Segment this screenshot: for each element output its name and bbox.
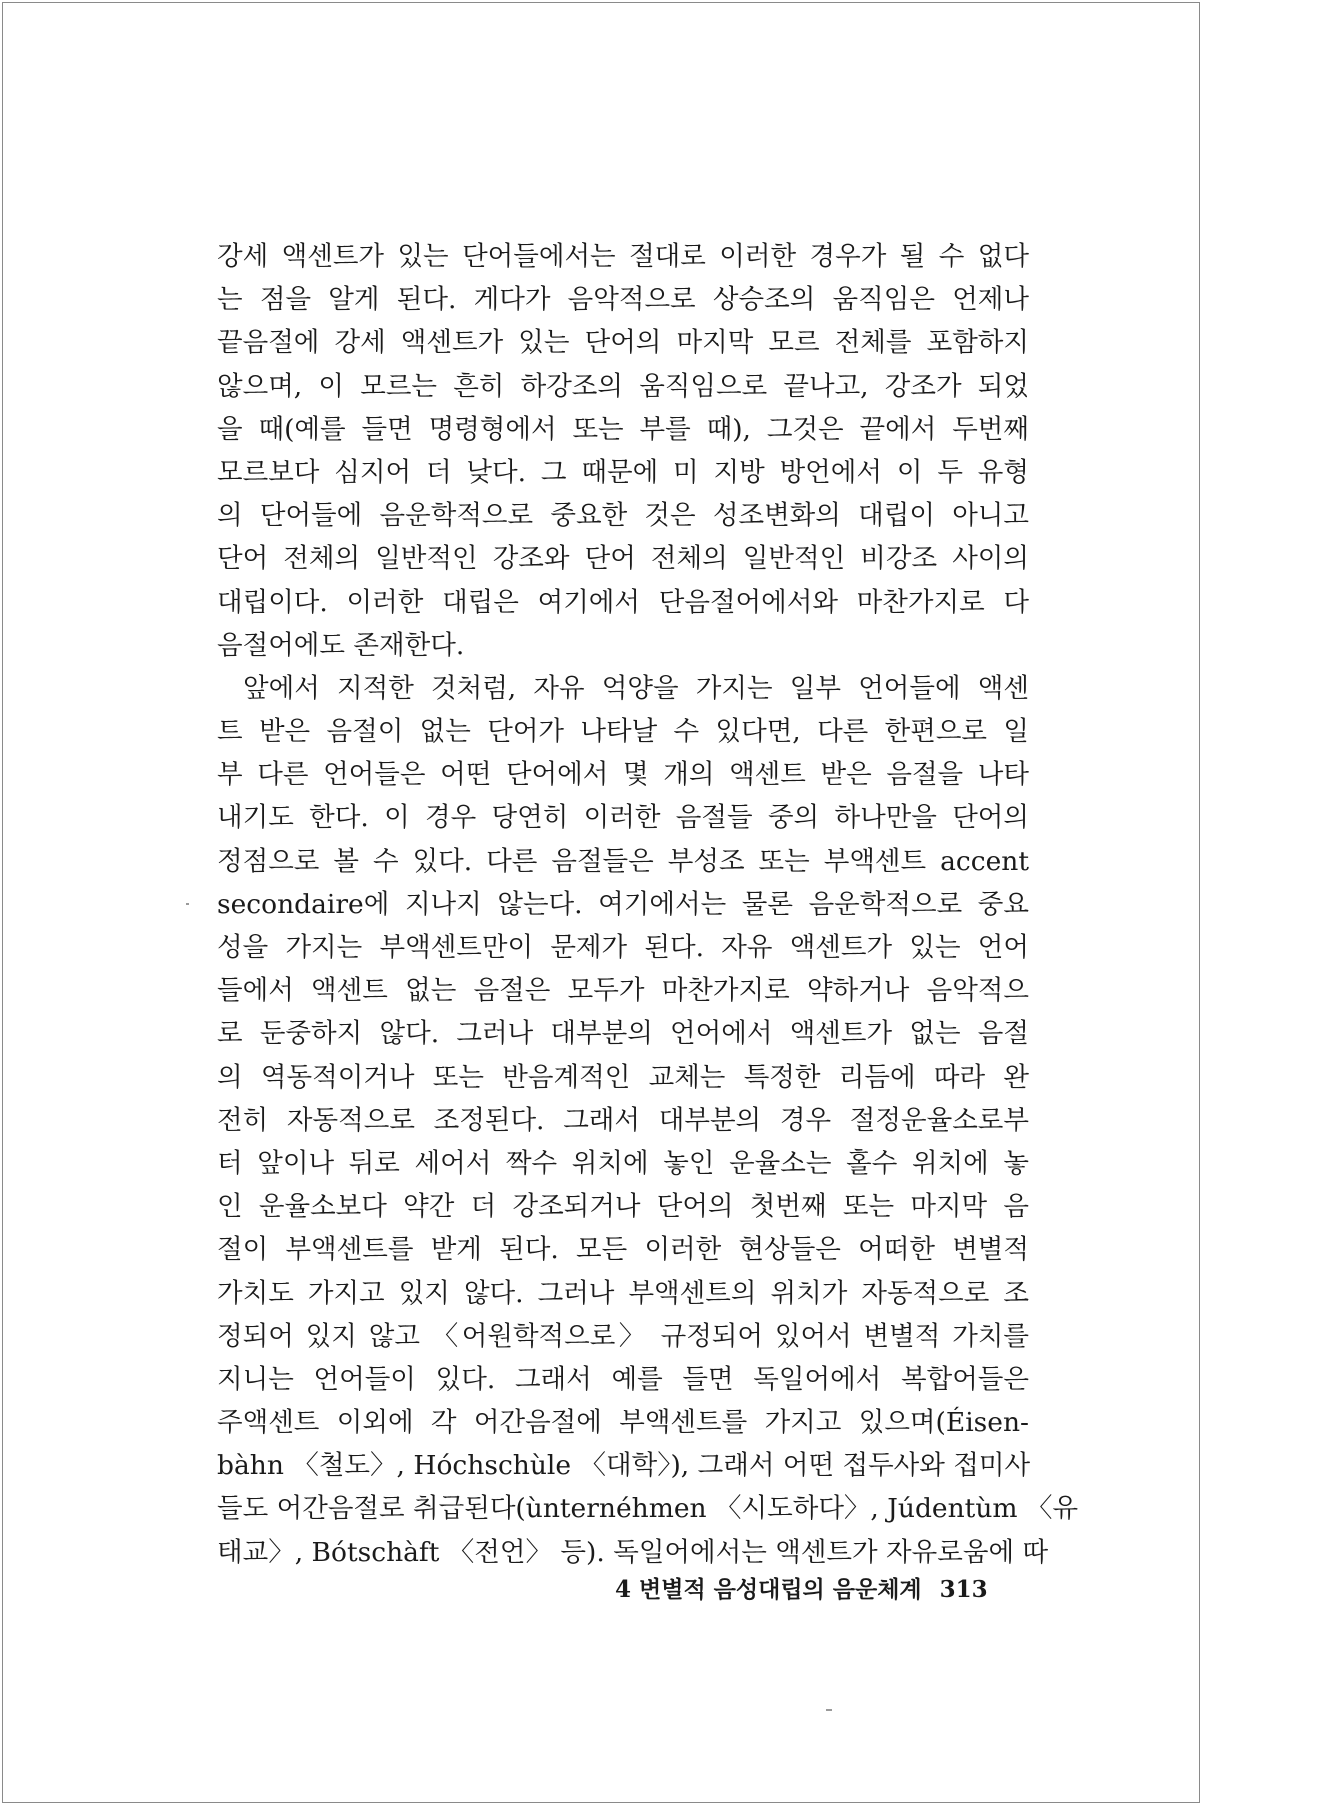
text-line: 가치도 가지고 있지 않다. 그러나 부액센트의 위치가 자동적으로 조 <box>217 1277 1029 1309</box>
text-line: 주액센트 이외에 각 어간음절에 부액센트를 가지고 있으며(Éisen- <box>217 1407 1029 1439</box>
text-line: 정점으로 볼 수 있다. 다른 음절들은 부성조 또는 부액센트 accent <box>217 845 1029 877</box>
text-line: 는 점을 알게 된다. 게다가 음악적으로 상승조의 움직임은 언제나 <box>217 284 1029 316</box>
text-line: 터 앞이나 뒤로 세어서 짝수 위치에 놓인 운율소는 홀수 위치에 놓 <box>217 1147 1029 1179</box>
scan-speck <box>826 1709 832 1711</box>
text-line: 들에서 액센트 없는 음절은 모두가 마찬가지로 약하거나 음악적으 <box>217 975 1029 1007</box>
running-footer-chapter: 4 변별적 음성대립의 음운체계 <box>615 1576 922 1603</box>
book-page <box>2 2 1200 1803</box>
text-line: bàhn 〈철도〉, Hóchschùle 〈대학〉), 그래서 어떤 접두사와 접미사 <box>217 1450 1031 1482</box>
text-line: 의 역동적이거나 또는 반음계적인 교체는 특정한 리듬에 따라 완 <box>217 1061 1029 1093</box>
text-line: 음절어에도 존재한다. <box>217 629 465 661</box>
text-line: 트 받은 음절이 없는 단어가 나타날 수 있다면, 다른 한편으로 일 <box>217 716 1029 748</box>
text-line: 강세 액센트가 있는 단어들에서는 절대로 이러한 경우가 될 수 없다 <box>217 241 1029 272</box>
text-line: 부 다른 언어들은 어떤 단어에서 몇 개의 액센트 받은 음절을 나타 <box>217 759 1029 791</box>
text-line: 로 둔중하지 않다. 그러나 대부분의 언어에서 액센트가 없는 음절 <box>217 1018 1029 1050</box>
page-footer <box>615 1571 1015 1604</box>
scan-speck <box>186 903 189 905</box>
text-line: 의 단어들에 음운학적으로 중요한 것은 성조변화의 대립이 아니고 <box>217 500 1029 532</box>
text-line: 지니는 언어들이 있다. 그래서 예를 들면 독일어에서 복합어들은 <box>217 1363 1029 1395</box>
text-line: 앞에서 지적한 것처럼, 자유 억양을 가지는 일부 언어들에 액센 <box>243 672 1029 704</box>
text-line: 정되어 있지 않고 〈어원학적으로〉 규정되어 있어서 변별적 가치를 <box>217 1320 1029 1352</box>
text-line: 태교〉, Bótschàft 〈전언〉 등). 독일어에서는 액센트가 자유로움에 따 <box>217 1536 1049 1568</box>
body-text <box>217 235 1079 1574</box>
text-line: 을 때(예를 들면 명령형에서 또는 부를 때), 그것은 끝에서 두번째 <box>217 413 1029 445</box>
text-line: 않으며, 이 모르는 흔히 하강조의 움직임으로 끝나고, 강조가 되었 <box>217 370 1029 402</box>
text-line: 끝음절에 강세 액센트가 있는 단어의 마지막 모르 전체를 포함하지 <box>217 327 1029 359</box>
text-line: 절이 부액센트를 받게 된다. 모든 이러한 현상들은 어떠한 변별적 <box>217 1234 1029 1266</box>
text-line: 단어 전체의 일반적인 강조와 단어 전체의 일반적인 비강조 사이의 <box>217 543 1029 575</box>
text-line: 성을 가지는 부액센트만이 문제가 된다. 자유 액센트가 있는 언어 <box>217 932 1029 963</box>
text-line: 전히 자동적으로 조정된다. 그래서 대부분의 경우 절정운율소로부 <box>217 1104 1029 1136</box>
page-number: 313 <box>939 1576 988 1603</box>
text-line: 모르보다 심지어 더 낮다. 그 때문에 미 지방 방언에서 이 두 유형 <box>217 456 1029 488</box>
book-edge <box>1199 0 1325 1806</box>
text-line: 인 운율소보다 약간 더 강조되거나 단어의 첫번째 또는 마지막 음 <box>217 1191 1029 1223</box>
text-line: 대립이다. 이러한 대립은 여기에서 단음절어에서와 마찬가지로 다 <box>217 586 1029 618</box>
text-line: 들도 어간음절로 취급된다(ùnternéhmen 〈시도하다〉, Júdentùm 〈유 <box>217 1493 1079 1525</box>
text-line: 내기도 한다. 이 경우 당연히 이러한 음절들 중의 하나만을 단어의 <box>217 802 1029 834</box>
text-line: secondaire에 지나지 않는다. 여기에서는 물론 음운학적으로 중요 <box>217 888 1029 920</box>
